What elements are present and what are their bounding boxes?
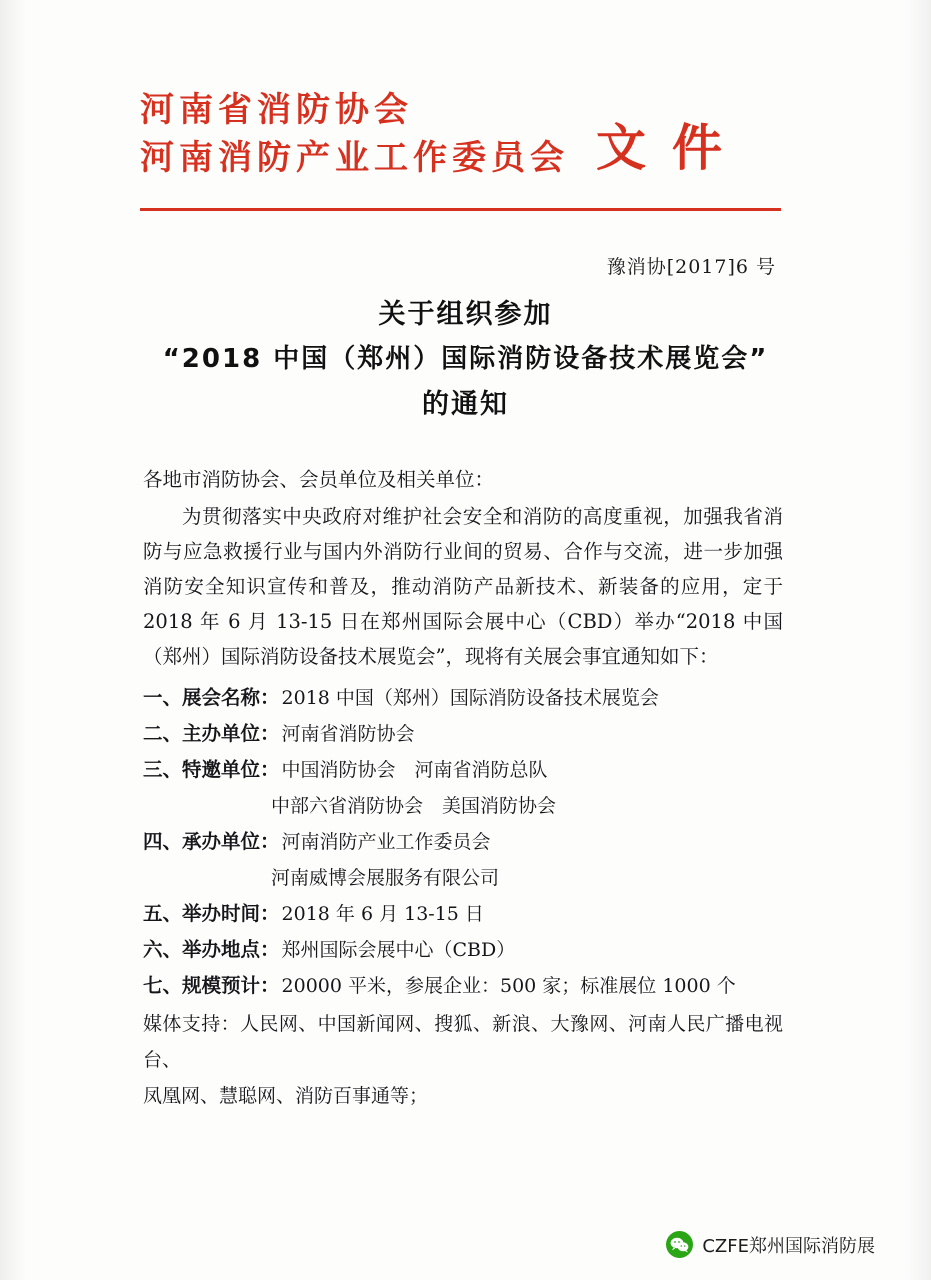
item-label: 四、承办单位： bbox=[143, 830, 280, 853]
item-label: 六、举办地点： bbox=[143, 938, 280, 961]
document-body bbox=[143, 462, 783, 1114]
letterhead bbox=[0, 86, 931, 216]
org-line-1: 河南省消防协会 bbox=[140, 90, 413, 130]
list-item bbox=[143, 968, 783, 1004]
document-number: 豫消协[2017]6 号 bbox=[606, 256, 776, 278]
item-subline: 中部六省消防协会 美国消防协会 bbox=[271, 795, 557, 817]
footer-badge-label: CZFE郑州国际消防展 bbox=[702, 1235, 875, 1257]
notice-items bbox=[143, 680, 783, 1004]
body-paragraph: 为贯彻落实中央政府对维护社会安全和消防的高度重视，加强我省消防与应急救援行业与国内外消防行业间的贸易、合作与交流，进一步加强消防安全知识宣传和普及，推动消防产品新技术、新装备的应用，定于 2018 年 6 月 13-15 日在郑州国际会展中心（CBD）举办“2018 中国（郑州）国际消防设备技术展览会”，现将有关展会事宜通知如下： bbox=[143, 505, 783, 668]
title-line-2: “2018 中国（郑州）国际消防设备技术展览会” bbox=[162, 344, 769, 374]
item-value: 20000 平米，参展企业：500 家；标准展位 1000 个 bbox=[281, 975, 736, 997]
media-line-2: 凤凰网、慧聪网、消防百事通等； bbox=[143, 1085, 429, 1107]
item-value: 河南消防产业工作委员会 bbox=[281, 831, 491, 853]
item-label: 三、特邀单位： bbox=[143, 758, 280, 781]
org-line-2: 河南消防产业工作委员会 bbox=[140, 138, 569, 178]
list-item bbox=[143, 680, 783, 716]
issuing-organization bbox=[140, 86, 570, 182]
item-value: 中国消防协会 河南省消防总队 bbox=[281, 759, 548, 781]
list-item bbox=[143, 752, 783, 788]
item-label: 一、展会名称： bbox=[143, 686, 280, 709]
item-label: 二、主办单位： bbox=[143, 722, 280, 745]
media-support bbox=[143, 1006, 783, 1114]
letterhead-divider bbox=[140, 208, 781, 211]
list-item bbox=[143, 896, 783, 932]
item-value: 2018 中国（郑州）国际消防设备技术展览会 bbox=[281, 687, 659, 709]
item-value: 2018 年 6 月 13-15 日 bbox=[281, 903, 484, 925]
item-label: 七、规模预计： bbox=[143, 974, 280, 997]
document-word: 文件 bbox=[596, 119, 748, 177]
wechat-icon bbox=[666, 1231, 693, 1258]
item-value: 河南省消防协会 bbox=[281, 723, 415, 745]
item-label: 五、举办时间： bbox=[143, 902, 280, 925]
list-item bbox=[143, 716, 783, 752]
document-title bbox=[0, 292, 931, 427]
list-item bbox=[143, 932, 783, 968]
title-line-1: 关于组织参加 bbox=[378, 299, 553, 330]
salutation: 各地市消防协会、会员单位及相关单位： bbox=[143, 468, 495, 491]
media-line-1: 媒体支持：人民网、中国新闻网、搜狐、新浪、大豫网、河南人民广播电视台、 bbox=[143, 1013, 783, 1071]
list-item bbox=[143, 824, 783, 860]
item-value: 郑州国际会展中心（CBD） bbox=[281, 939, 516, 961]
title-line-3: 的通知 bbox=[422, 389, 509, 420]
item-subline: 河南威博会展服务有限公司 bbox=[271, 867, 500, 889]
footer-badge bbox=[666, 1231, 875, 1258]
